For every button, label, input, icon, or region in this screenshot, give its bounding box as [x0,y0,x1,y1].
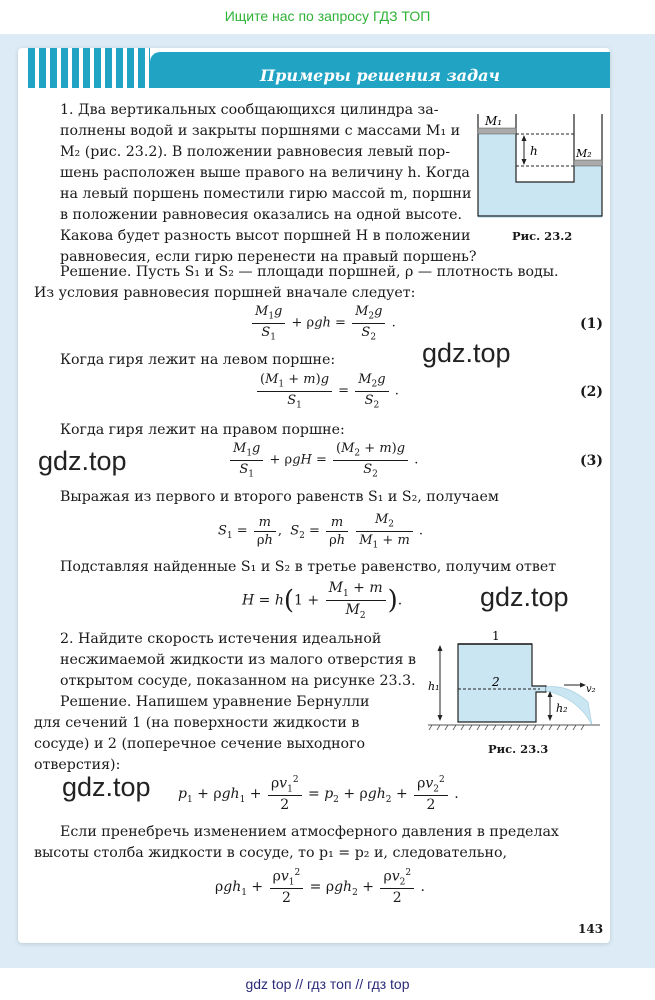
watermark-4: gdz.top [62,772,151,802]
fig233-h2-down [548,715,553,721]
when-left-text: Когда гиря лежит на левом поршне: [60,352,336,368]
fig232-left-piston [478,128,516,134]
fig232-label-m1: M₁ [485,114,503,128]
section-title: Примеры решения задач [260,66,500,85]
equation-s1-s2: $S_1$ = $\frac{m}{\rho h}$ , $S_2$ = $\frac{m}{\rho h}$ $\frac{M_2}{M_1 + m}$ . [218,512,424,551]
problem2-line-3: открытом сосуде, показанном на рисунке 23.3. [60,673,416,689]
fig232-h-arrow-down [522,159,527,165]
equation-3-number: (3) [580,453,603,469]
watermark-2: gdz.top [38,446,127,476]
fig232-right-piston [574,160,602,166]
problem1-line-3: M₂ (рис. 23.2). В положении равновесия левый пор- [60,144,451,160]
problem2-line-5: для сечений 1 (на поверхности жидкости в [34,715,360,731]
problem1-line-4: шень расположен выше правого на величину h. Когда [60,165,470,181]
fig233-ground-hatch [429,725,584,730]
fig232-left-water [478,132,516,218]
problem2-line-1: 2. Найдите скорость истечения идеальной [60,631,382,647]
page-number: 143 [578,922,604,936]
top-banner-text[interactable]: Ищите нас по запросу ГДЗ ТОП [224,8,431,24]
neglect-line-1: Если пренебречь изменением атмосферного давления в пределах [60,824,559,840]
equation-1: $\frac{M_1g}{S_1}$ + ρgh = $\frac{M_2g}{S_2}$ . [250,304,396,342]
fig233-h1-up [438,645,443,651]
fig232-right-water [574,164,602,218]
solution1-line-2: Из условия равновесия поршней вначале следует: [34,285,416,301]
figure-23-3 [428,630,600,742]
fig232-label-h: h [530,144,538,158]
problem1-line-2: полнены водой и закрыты поршнями с массами M₁ и [60,123,461,139]
equation-2-number: (2) [580,384,603,400]
neglect-line-2: высоты столба жидкости в сосуде, то p₁ = p₂ и, следовательно, [34,845,508,861]
problem1-line-5: на левый поршень поместили гирю массой m, поршни [60,186,472,202]
fig232-label-m2: M₂ [576,147,592,160]
watermark-3: gdz.top [480,582,569,612]
figure-23-2 [474,110,609,220]
solution1-line-1: Решение. Пусть S₁ и S₂ — площади поршней, ρ — плотность воды. [60,264,559,280]
fig233-label-2: 2 [492,675,500,689]
when-right-text: Когда гиря лежит на правом поршне: [60,422,345,438]
final-equation: ρgh$_1$ + $\frac{\rho v_1^2}{2}$ = ρgh$_2$ + $\frac{\rho v_2^2}{2}$ . [215,868,425,907]
problem1-line-7: Какова будет разность высот поршней H в положении [60,228,471,244]
fig233-label-h2: h₂ [556,702,568,715]
problem2-line-4: Решение. Напишем уравнение Бернулли [60,694,370,710]
problem2-line-6: сосуде) и 2 (поперечное сечение выходного [34,736,366,752]
problem1-line-6: в положении равновесия оказались на одной высоте. [60,207,463,223]
problem1-line-1: 1. Два вертикальных сообщающихся цилиндра за- [60,102,439,118]
equation-answer-h: H = h(1 + $\frac{M_1 + m}{M_2}$ ). [242,580,403,621]
watermark-1: gdz.top [422,338,511,368]
fig233-label-v2: v₂ [586,684,596,695]
top-banner [0,0,655,34]
header-stripes [28,48,150,88]
fig233-label-h1: h₁ [428,680,440,693]
problem2-line-7: отверстия): [34,757,121,773]
equation-1-number: (1) [580,316,603,332]
equation-3: $\frac{M_1g}{S_1}$ + ρgH = $\frac{(M_2 + m)g}{S_2}$ . [228,441,418,479]
bernoulli-equation: $p_1 + \rho gh_1$ + $\frac{\rho v_1^2}{2}$ = $p_2 + \rho gh_2$ + $\frac{\rho v_2^2}{2}$ . [178,775,459,814]
expressing-text: Выражая из первого и второго равенств S₁ и S₂, получаем [60,489,499,505]
bottom-banner-text[interactable]: gdz top // гдз топ // гдз top [245,976,410,992]
substituting-text: Подставляя найденные S₁ и S₂ в третье равенство, получим ответ [60,559,557,575]
fig233-caption: Рис. 23.3 [488,742,549,756]
fig233-label-1: 1 [492,630,500,643]
fig232-h-arrow-up [522,135,527,141]
problem2-line-2: несжимаемой жидкости из малого отверстия в [60,652,416,668]
fig232-bottom-water [516,182,574,218]
problem1-line-8: равновесия, если гирю перенести на правый поршень? [60,249,477,265]
bottom-banner [0,968,655,1000]
fig233-vessel [458,644,546,722]
fig233-h1-down [438,715,443,721]
fig232-caption: Рис. 23.2 [512,229,573,243]
equation-2: $\frac{(M_1 + m)g}{S_1}$ = $\frac{M_2g}{S_2}$ . [255,372,399,410]
